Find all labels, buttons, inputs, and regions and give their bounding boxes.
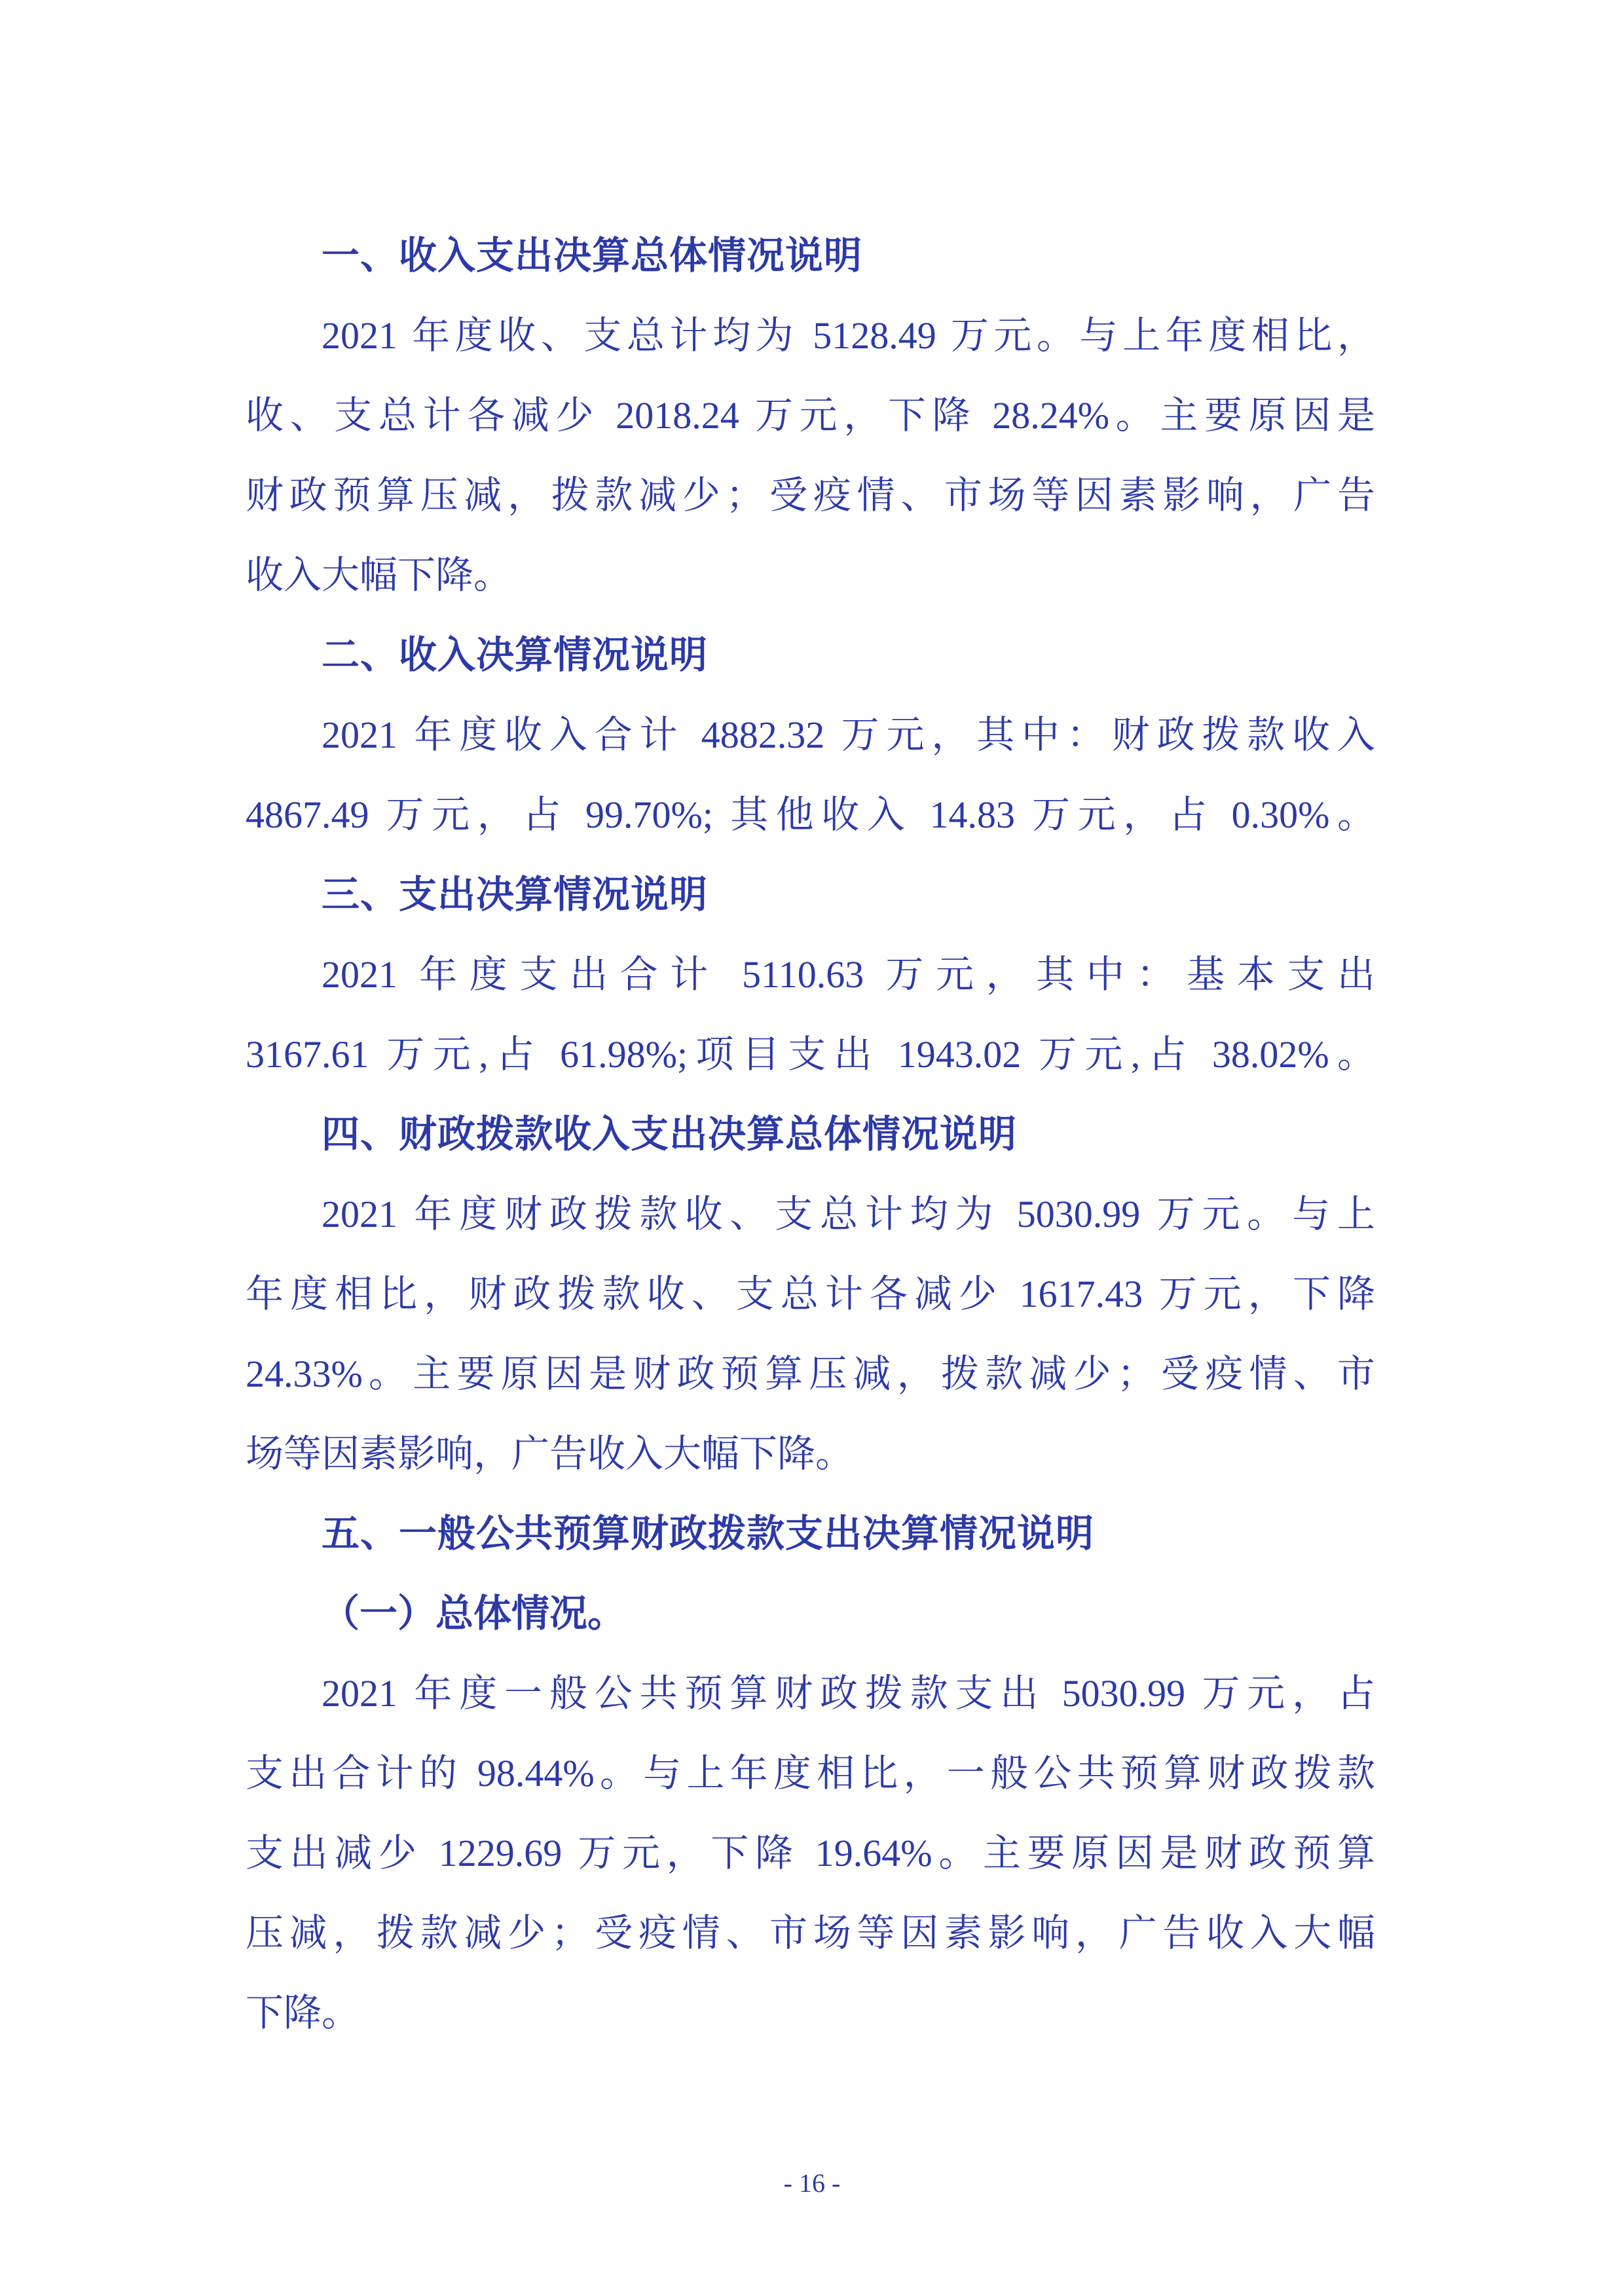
paragraph-line: 24.33%。主要原因是财政预算压减，拨款减少；受疫情、市 (246, 1353, 1375, 1395)
paragraph-line: 压减，拨款减少；受疫情、市场等因素影响，广告收入大幅 (246, 1912, 1375, 1954)
section-5-heading: 五、一般公共预算财政拨款支出决算情况说明 (322, 1512, 1095, 1555)
paragraph-line: 2021 年度收、支总计均为 5128.49 万元。与上年度相比， (322, 314, 1375, 357)
section-1-heading: 一、收入支出决算总体情况说明 (322, 234, 863, 277)
paragraph-line: 下降。 (246, 1992, 360, 2034)
paragraph-line: 2021 年度一般公共预算财政拨款支出 5030.99 万元，占 (322, 1672, 1375, 1715)
paragraph-line: 年度相比，财政拨款收、支总计各减少 1617.43 万元，下降 (246, 1273, 1375, 1315)
paragraph-line: 2021 年度支出合计 5110.63 万元，其中：基本支出 (322, 953, 1375, 996)
paragraph-line: 收入大幅下降。 (246, 554, 512, 596)
document-body (246, 216, 1375, 2053)
subsection-heading: （一）总体情况。 (322, 1592, 626, 1635)
paragraph-line: 支出减少 1229.69 万元，下降 19.64%。主要原因是财政预算 (246, 1832, 1375, 1874)
section-3-heading: 三、支出决算情况说明 (322, 873, 709, 916)
paragraph-line: 财政预算压减，拨款减少；受疫情、市场等因素影响，广告 (246, 474, 1375, 517)
paragraph-line: 2021 年度财政拨款收、支总计均为 5030.99 万元。与上 (322, 1193, 1375, 1235)
paragraph-line: 收、支总计各减少 2018.24 万元，下降 28.24%。主要原因是 (246, 394, 1375, 437)
paragraph-line: 3167.61 万元,占 61.98%;项目支出 1943.02 万元,占 38.02%。 (246, 1033, 1375, 1076)
page-number: - 16 - (783, 2168, 841, 2198)
paragraph-line: 4867.49 万元，占 99.70%; 其他收入 14.83 万元，占 0.30%。 (246, 793, 1375, 836)
section-4-heading: 四、财政拨款收入支出决算总体情况说明 (322, 1113, 1018, 1156)
section-2-heading: 二、收入决算情况说明 (322, 634, 709, 676)
paragraph-line: 2021 年度收入合计 4882.32 万元，其中：财政拨款收入 (322, 714, 1375, 756)
paragraph-line: 支出合计的 98.44%。与上年度相比，一般公共预算财政拨款 (246, 1752, 1375, 1795)
paragraph-line: 场等因素影响，广告收入大幅下降。 (246, 1432, 854, 1475)
